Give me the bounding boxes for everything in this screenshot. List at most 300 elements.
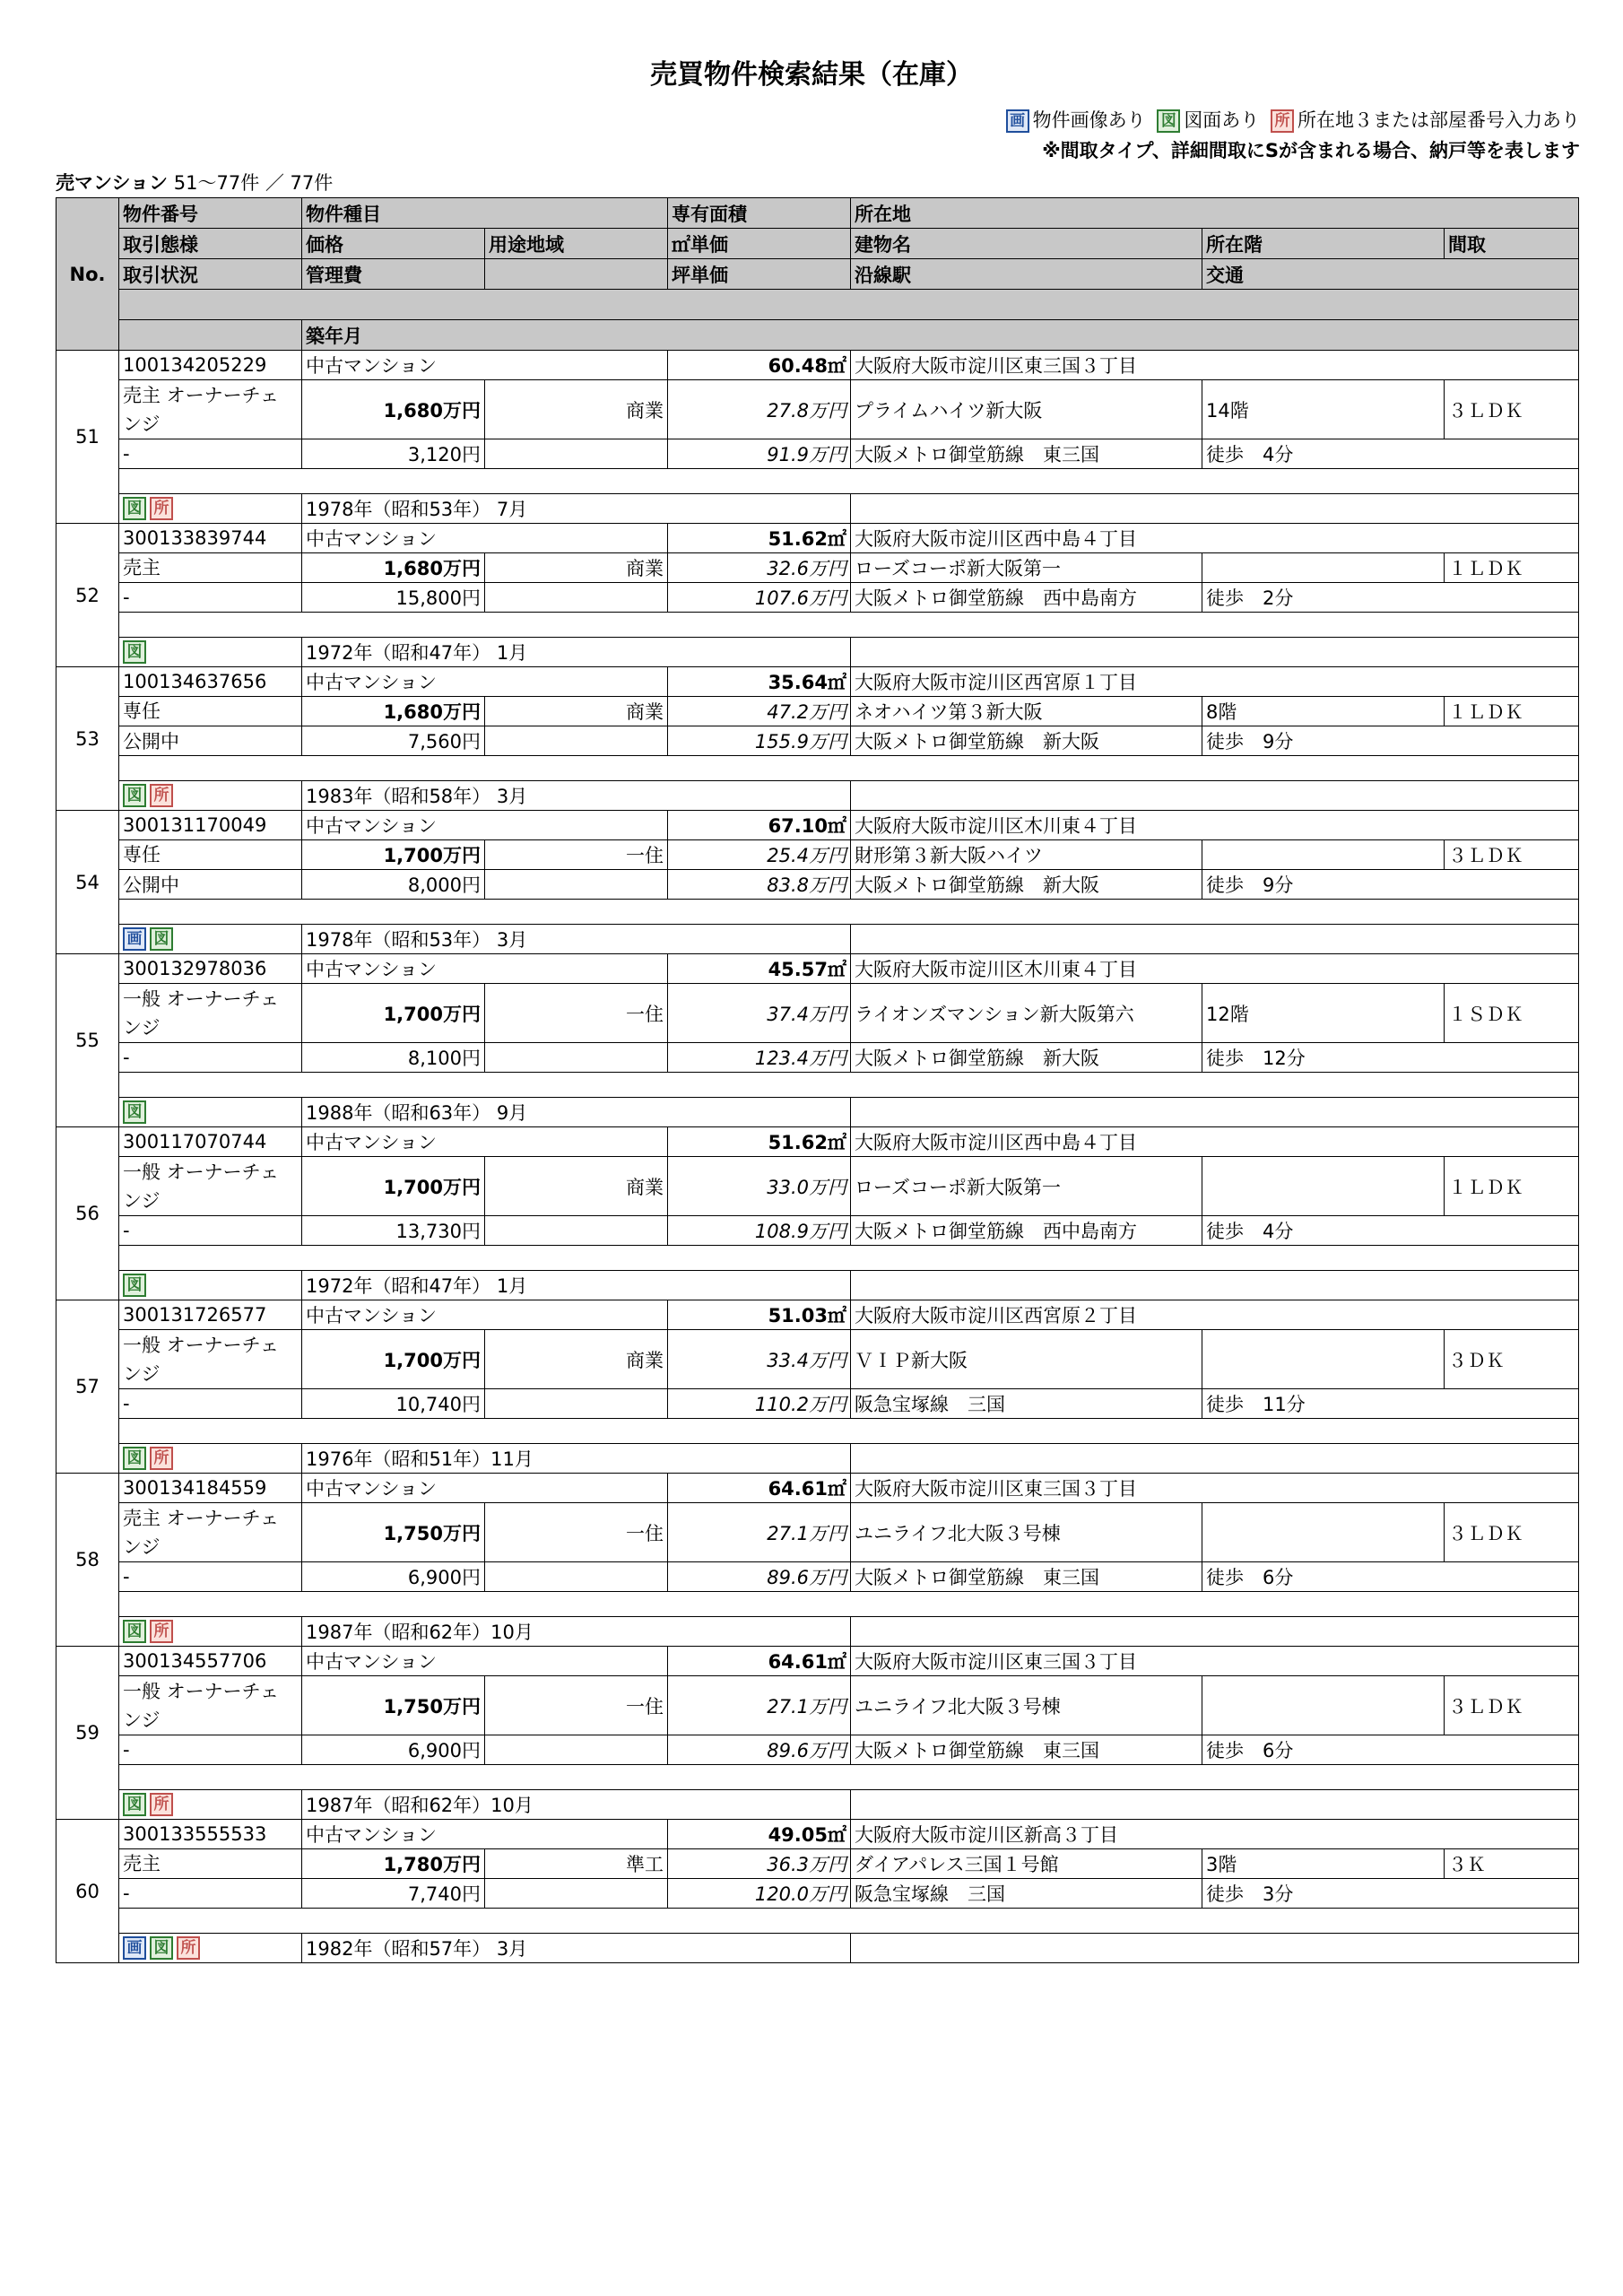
management-fee: 8,100円	[302, 1043, 485, 1073]
price-per-tsubo: 89.6万円	[668, 1562, 851, 1592]
listing-icons	[119, 781, 302, 811]
listing-row	[56, 840, 1579, 870]
image-icon: 画	[123, 927, 146, 951]
address: 大阪府大阪市淀川区西宮原２丁目	[851, 1300, 1579, 1330]
built-date: 1972年（昭和47年） 1月	[302, 1271, 851, 1300]
legend-label: 物件画像あり	[1032, 109, 1146, 131]
listing-icons	[119, 638, 302, 667]
floorplan-icon: 図	[123, 1100, 146, 1124]
listing-row	[56, 1909, 1579, 1934]
address: 大阪府大阪市淀川区木川東４丁目	[851, 954, 1579, 984]
built-date: 1972年（昭和47年） 1月	[302, 638, 851, 667]
listing-row	[56, 1246, 1579, 1271]
empty-cell	[485, 439, 668, 469]
floorplan-icon: 図	[150, 927, 173, 951]
listing-row	[56, 870, 1579, 900]
listing-row	[56, 1592, 1579, 1617]
transaction-type: 専任	[119, 840, 302, 870]
listing-row	[56, 1765, 1579, 1790]
icon-legend	[1001, 106, 1580, 133]
price-per-tsubo: 83.8万円	[668, 870, 851, 900]
note-text: ※間取タイプ、詳細間取にSが含まれる場合、納戸等を表します	[1042, 140, 1580, 161]
management-fee: 15,800円	[302, 583, 485, 613]
empty-cell	[485, 583, 668, 613]
price: 1,680万円	[302, 553, 485, 583]
address: 大阪府大阪市淀川区東三国３丁目	[851, 351, 1579, 380]
property-type: 中古マンション	[302, 524, 668, 553]
price-per-tsubo: 155.9万円	[668, 726, 851, 756]
transaction-type: 売主 オーナーチェンジ	[119, 1503, 302, 1562]
transaction-type: 売主 オーナーチェンジ	[119, 380, 302, 439]
empty-cell	[485, 1562, 668, 1592]
listing-row	[56, 351, 1579, 380]
transaction-status: -	[119, 1562, 302, 1592]
header-cell: 坪単価	[668, 259, 851, 290]
listing-row	[56, 1419, 1579, 1444]
management-fee: 8,000円	[302, 870, 485, 900]
listing-row	[56, 900, 1579, 925]
built-date: 1983年（昭和58年） 3月	[302, 781, 851, 811]
price: 1,680万円	[302, 380, 485, 439]
header-cell	[119, 290, 1579, 320]
listing-row	[56, 1098, 1579, 1127]
transaction-type: 専任	[119, 697, 302, 726]
floor-number: 14階	[1202, 380, 1445, 439]
price-per-tsubo: 110.2万円	[668, 1389, 851, 1419]
layout: ３ＬＤＫ	[1445, 840, 1579, 870]
building-name: ローズコーポ新大阪第一	[851, 553, 1202, 583]
header-cell: 物件種目	[302, 198, 668, 229]
legend-label: 所在地３または部屋番号入力あり	[1298, 109, 1580, 131]
property-id: 100134637656	[119, 667, 302, 697]
floor-area: 67.10㎡	[668, 811, 851, 840]
listing-row	[56, 1157, 1579, 1216]
property-id: 300117070744	[119, 1127, 302, 1157]
empty-cell	[119, 469, 1579, 494]
header-no: No.	[56, 198, 119, 351]
station: 大阪メトロ御堂筋線 新大阪	[851, 1043, 1202, 1073]
listing-no: 58	[56, 1474, 119, 1647]
access: 徒歩 9分	[1202, 726, 1579, 756]
listing-no: 54	[56, 811, 119, 954]
station: 大阪メトロ御堂筋線 東三国	[851, 1562, 1202, 1592]
legend-item-plan	[1157, 109, 1259, 131]
address: 大阪府大阪市淀川区東三国３丁目	[851, 1474, 1579, 1503]
listing-row	[56, 583, 1579, 613]
price: 1,780万円	[302, 1849, 485, 1879]
listing-row	[56, 1676, 1579, 1735]
management-fee: 13,730円	[302, 1216, 485, 1246]
empty-cell	[851, 1934, 1579, 1963]
access: 徒歩 9分	[1202, 870, 1579, 900]
price: 1,750万円	[302, 1503, 485, 1562]
layout: １ＳＤＫ	[1445, 984, 1579, 1043]
listing-icons	[119, 494, 302, 524]
empty-cell	[851, 925, 1579, 954]
price-per-sqm: 36.3万円	[668, 1849, 851, 1879]
listing-row	[56, 1043, 1579, 1073]
empty-cell	[119, 1765, 1579, 1790]
listing-row	[56, 1444, 1579, 1474]
header-cell	[485, 259, 668, 290]
header-cell: 管理費	[302, 259, 485, 290]
price: 1,700万円	[302, 1157, 485, 1216]
listing-row	[56, 984, 1579, 1043]
header-cell: ㎡単価	[668, 229, 851, 259]
floorplan-icon: 図	[123, 640, 146, 664]
transaction-type: 一般 オーナーチェンジ	[119, 1330, 302, 1389]
listing-icons	[119, 1790, 302, 1820]
building-name: プライムハイツ新大阪	[851, 380, 1202, 439]
listing-no: 57	[56, 1300, 119, 1474]
header-cell: 建物名	[851, 229, 1202, 259]
listing-row	[56, 638, 1579, 667]
listing-icons	[119, 1617, 302, 1647]
result-subtitle	[56, 169, 333, 196]
floor-area: 60.48㎡	[668, 351, 851, 380]
price: 1,700万円	[302, 984, 485, 1043]
access: 徒歩 6分	[1202, 1735, 1579, 1765]
listing-no: 53	[56, 667, 119, 811]
listing-icons	[119, 925, 302, 954]
empty-cell	[119, 613, 1579, 638]
property-id: 100134205229	[119, 351, 302, 380]
price: 1,700万円	[302, 840, 485, 870]
property-type: 中古マンション	[302, 811, 668, 840]
listing-row	[56, 613, 1579, 638]
floorplan-icon: 図	[150, 1936, 173, 1960]
price-per-sqm: 27.8万円	[668, 380, 851, 439]
layout: ３ＬＤＫ	[1445, 1503, 1579, 1562]
header-cell: 用途地域	[485, 229, 668, 259]
building-name: ＶＩＰ新大阪	[851, 1330, 1202, 1389]
floor-area: 64.61㎡	[668, 1647, 851, 1676]
header-cell: 価格	[302, 229, 485, 259]
listing-no: 51	[56, 351, 119, 524]
header-cell: 取引態様	[119, 229, 302, 259]
station: 大阪メトロ御堂筋線 西中島南方	[851, 1216, 1202, 1246]
property-type: 中古マンション	[302, 667, 668, 697]
listing-row	[56, 1617, 1579, 1647]
listing-row	[56, 697, 1579, 726]
empty-cell	[119, 1246, 1579, 1271]
building-name: ユニライフ北大阪３号棟	[851, 1503, 1202, 1562]
floor-number: 8階	[1202, 697, 1445, 726]
floor-area: 35.64㎡	[668, 667, 851, 697]
listing-no: 59	[56, 1647, 119, 1820]
price-per-sqm: 37.4万円	[668, 984, 851, 1043]
empty-cell	[851, 1444, 1579, 1474]
property-id: 300134557706	[119, 1647, 302, 1676]
station: 阪急宝塚線 三国	[851, 1879, 1202, 1909]
access: 徒歩 3分	[1202, 1879, 1579, 1909]
layout: １ＬＤＫ	[1445, 553, 1579, 583]
listing-row	[56, 1300, 1579, 1330]
address: 大阪府大阪市淀川区西中島４丁目	[851, 1127, 1579, 1157]
listing-row	[56, 494, 1579, 524]
empty-cell	[119, 1592, 1579, 1617]
category-label: 売マンション	[56, 172, 169, 194]
listing-row	[56, 469, 1579, 494]
transaction-type: 一般 オーナーチェンジ	[119, 1157, 302, 1216]
address: 大阪府大阪市淀川区東三国３丁目	[851, 1647, 1579, 1676]
property-id: 300134184559	[119, 1474, 302, 1503]
empty-cell	[851, 1271, 1579, 1300]
location-icon: 所	[150, 1620, 173, 1643]
station: 大阪メトロ御堂筋線 新大阪	[851, 870, 1202, 900]
zoning: 商業	[485, 380, 668, 439]
listing-row	[56, 756, 1579, 781]
empty-cell	[485, 1735, 668, 1765]
building-name: ダイアパレス三国１号館	[851, 1849, 1202, 1879]
listing-row	[56, 726, 1579, 756]
listing-no: 52	[56, 524, 119, 667]
floor-area: 64.61㎡	[668, 1474, 851, 1503]
transaction-status: -	[119, 1216, 302, 1246]
listing-row	[56, 553, 1579, 583]
empty-cell	[119, 756, 1579, 781]
listing-row	[56, 781, 1579, 811]
floor-area: 45.57㎡	[668, 954, 851, 984]
listing-row	[56, 1879, 1579, 1909]
zoning: 一住	[485, 840, 668, 870]
zoning: 商業	[485, 1157, 668, 1216]
listing-row	[56, 1647, 1579, 1676]
listing-row	[56, 1790, 1579, 1820]
legend-item-image	[1006, 109, 1146, 131]
address: 大阪府大阪市淀川区新高３丁目	[851, 1820, 1579, 1849]
floor-area: 51.62㎡	[668, 524, 851, 553]
legend-item-location	[1271, 109, 1580, 131]
listing-no: 60	[56, 1820, 119, 1963]
access: 徒歩 2分	[1202, 583, 1579, 613]
layout: ３Ｋ	[1445, 1849, 1579, 1879]
property-id: 300131726577	[119, 1300, 302, 1330]
property-id: 300131170049	[119, 811, 302, 840]
station: 大阪メトロ御堂筋線 東三国	[851, 1735, 1202, 1765]
station: 大阪メトロ御堂筋線 東三国	[851, 439, 1202, 469]
header-cell	[119, 320, 302, 351]
management-fee: 6,900円	[302, 1735, 485, 1765]
empty-cell	[119, 1909, 1579, 1934]
empty-cell	[119, 900, 1579, 925]
building-name: ネオハイツ第３新大阪	[851, 697, 1202, 726]
floor-number	[1202, 840, 1445, 870]
zoning: 準工	[485, 1849, 668, 1879]
price-per-sqm: 27.1万円	[668, 1676, 851, 1735]
listing-icons	[119, 1098, 302, 1127]
layout: １ＬＤＫ	[1445, 1157, 1579, 1216]
floorplan-icon: 図	[123, 1274, 146, 1297]
table-header	[56, 198, 1579, 351]
listing-row	[56, 1474, 1579, 1503]
floorplan-icon: 図	[123, 497, 146, 520]
transaction-status: 公開中	[119, 726, 302, 756]
layout: ３ＤＫ	[1445, 1330, 1579, 1389]
property-type: 中古マンション	[302, 351, 668, 380]
empty-cell	[851, 1098, 1579, 1127]
header-cell: 沿線駅	[851, 259, 1202, 290]
listing-row	[56, 811, 1579, 840]
built-date: 1978年（昭和53年） 7月	[302, 494, 851, 524]
empty-cell	[851, 494, 1579, 524]
image-icon: 画	[1006, 109, 1029, 133]
price-per-tsubo: 91.9万円	[668, 439, 851, 469]
listing-icons	[119, 1934, 302, 1963]
empty-cell	[485, 1879, 668, 1909]
layout: １ＬＤＫ	[1445, 697, 1579, 726]
image-icon: 画	[123, 1936, 146, 1960]
table-body	[56, 351, 1579, 1963]
access: 徒歩 11分	[1202, 1389, 1579, 1419]
floorplan-icon: 図	[123, 784, 146, 807]
property-type: 中古マンション	[302, 1127, 668, 1157]
zoning: 商業	[485, 553, 668, 583]
floorplan-icon: 図	[1157, 109, 1180, 133]
header-cell: 間取	[1445, 229, 1579, 259]
floorplan-icon: 図	[123, 1447, 146, 1470]
floor-number: 12階	[1202, 984, 1445, 1043]
property-type: 中古マンション	[302, 954, 668, 984]
listing-row	[56, 954, 1579, 984]
built-date: 1982年（昭和57年） 3月	[302, 1934, 851, 1963]
transaction-type: 売主	[119, 1849, 302, 1879]
zoning: 一住	[485, 1503, 668, 1562]
building-name: ライオンズマンション新大阪第六	[851, 984, 1202, 1043]
price-per-tsubo: 123.4万円	[668, 1043, 851, 1073]
management-fee: 10,740円	[302, 1389, 485, 1419]
listing-row	[56, 925, 1579, 954]
listing-row	[56, 1820, 1579, 1849]
header-cell: 専有面積	[668, 198, 851, 229]
empty-cell	[851, 1617, 1579, 1647]
listing-row	[56, 1934, 1579, 1963]
zoning: 商業	[485, 1330, 668, 1389]
floor-number	[1202, 1676, 1445, 1735]
floor-number	[1202, 1503, 1445, 1562]
listing-row	[56, 1271, 1579, 1300]
empty-cell	[851, 1790, 1579, 1820]
transaction-status: 公開中	[119, 870, 302, 900]
empty-cell	[485, 1216, 668, 1246]
header-cell: 築年月	[302, 320, 1579, 351]
station: 大阪メトロ御堂筋線 新大阪	[851, 726, 1202, 756]
floor-number	[1202, 553, 1445, 583]
property-type: 中古マンション	[302, 1820, 668, 1849]
price-per-sqm: 47.2万円	[668, 697, 851, 726]
location-icon: 所	[150, 1793, 173, 1816]
location-icon: 所	[150, 784, 173, 807]
zoning: 一住	[485, 1676, 668, 1735]
header-cell: 交通	[1202, 259, 1579, 290]
location-icon: 所	[150, 1447, 173, 1470]
header-cell: 所在階	[1202, 229, 1445, 259]
transaction-type: 売主	[119, 553, 302, 583]
price-per-tsubo: 108.9万円	[668, 1216, 851, 1246]
legend-label: 図面あり	[1184, 109, 1260, 131]
built-date: 1978年（昭和53年） 3月	[302, 925, 851, 954]
transaction-status: -	[119, 1389, 302, 1419]
access: 徒歩 6分	[1202, 1562, 1579, 1592]
listing-row	[56, 1216, 1579, 1246]
listing-row	[56, 1849, 1579, 1879]
location-icon: 所	[150, 497, 173, 520]
station: 阪急宝塚線 三国	[851, 1389, 1202, 1419]
page-title: 売買物件検索結果（在庫）	[650, 59, 973, 91]
floorplan-icon: 図	[123, 1793, 146, 1816]
listing-icons	[119, 1271, 302, 1300]
property-type: 中古マンション	[302, 1647, 668, 1676]
layout: ３ＬＤＫ	[1445, 1676, 1579, 1735]
results-table	[56, 197, 1579, 1963]
management-fee: 6,900円	[302, 1562, 485, 1592]
listing-icons	[119, 1444, 302, 1474]
transaction-status: -	[119, 1043, 302, 1073]
building-name: ローズコーポ新大阪第一	[851, 1157, 1202, 1216]
floor-number	[1202, 1330, 1445, 1389]
price-per-sqm: 33.0万円	[668, 1157, 851, 1216]
listing-row	[56, 1562, 1579, 1592]
empty-cell	[851, 781, 1579, 811]
empty-cell	[119, 1419, 1579, 1444]
listing-row	[56, 1389, 1579, 1419]
station: 大阪メトロ御堂筋線 西中島南方	[851, 583, 1202, 613]
listing-row	[56, 667, 1579, 697]
price-per-sqm: 33.4万円	[668, 1330, 851, 1389]
transaction-type: 一般 オーナーチェンジ	[119, 984, 302, 1043]
price-per-sqm: 27.1万円	[668, 1503, 851, 1562]
property-id: 300132978036	[119, 954, 302, 984]
management-fee: 7,740円	[302, 1879, 485, 1909]
layout: ３ＬＤＫ	[1445, 380, 1579, 439]
location-icon: 所	[177, 1936, 200, 1960]
address: 大阪府大阪市淀川区木川東４丁目	[851, 811, 1579, 840]
built-date: 1987年（昭和62年）10月	[302, 1790, 851, 1820]
price: 1,680万円	[302, 697, 485, 726]
listing-row	[56, 524, 1579, 553]
transaction-status: -	[119, 583, 302, 613]
empty-cell	[119, 1073, 1579, 1098]
property-id: 300133839744	[119, 524, 302, 553]
built-date: 1988年（昭和63年） 9月	[302, 1098, 851, 1127]
price-per-sqm: 25.4万円	[668, 840, 851, 870]
property-type: 中古マンション	[302, 1474, 668, 1503]
transaction-status: -	[119, 1735, 302, 1765]
listing-row	[56, 1503, 1579, 1562]
empty-cell	[485, 870, 668, 900]
empty-cell	[485, 726, 668, 756]
listing-row	[56, 380, 1579, 439]
transaction-status: -	[119, 1879, 302, 1909]
property-type: 中古マンション	[302, 1300, 668, 1330]
listing-no: 56	[56, 1127, 119, 1300]
price-per-sqm: 32.6万円	[668, 553, 851, 583]
built-date: 1987年（昭和62年）10月	[302, 1617, 851, 1647]
floor-area: 51.03㎡	[668, 1300, 851, 1330]
result-range: 51〜77件 ／ 77件	[173, 172, 334, 194]
floor-area: 51.62㎡	[668, 1127, 851, 1157]
empty-cell	[485, 1043, 668, 1073]
zoning: 一住	[485, 984, 668, 1043]
price-per-tsubo: 89.6万円	[668, 1735, 851, 1765]
access: 徒歩 12分	[1202, 1043, 1579, 1073]
empty-cell	[851, 638, 1579, 667]
access: 徒歩 4分	[1202, 439, 1579, 469]
management-fee: 7,560円	[302, 726, 485, 756]
access: 徒歩 4分	[1202, 1216, 1579, 1246]
property-id: 300133555533	[119, 1820, 302, 1849]
empty-cell	[485, 1389, 668, 1419]
